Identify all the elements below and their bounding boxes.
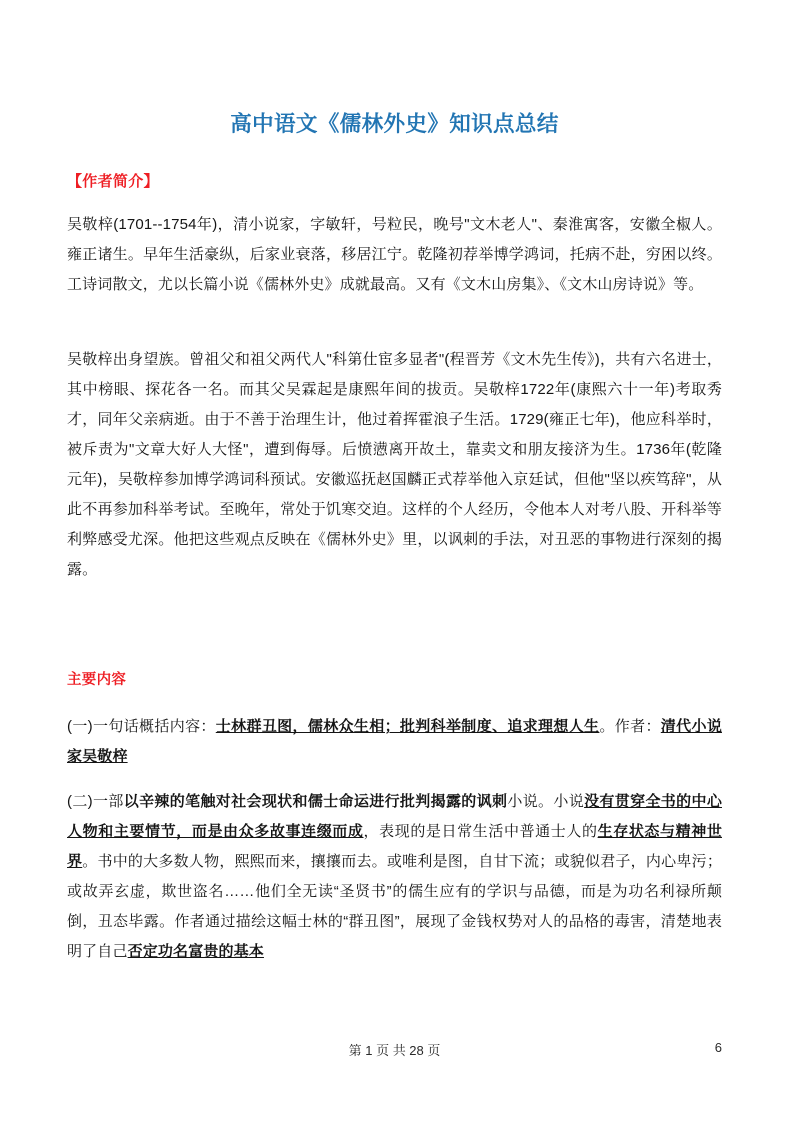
page-footer <box>67 1040 722 1060</box>
item-1-middle: 。作者： <box>599 718 661 735</box>
item-2-text-2: ，表现的是日常生活中普通士人的 <box>363 823 598 840</box>
item-2-text-3: 。书中的大多数人物，熙熙而来，攘攘而去。或唯利是图，自甘下流；或貌似君子，内心卑污；或故弄玄虚，欺世盗名……他们全无读“圣贤书”的儒生应有的学识与品德，而是为功名利禄所颠倒，丑态毕露。作者通过描绘这幅士林的“群丑图”，展现了金钱权势对人的品格的毒害，清楚地表明了自己 <box>67 853 722 960</box>
section-heading-main-content: 主要内容 <box>67 672 127 688</box>
footer-page-indicator: 第 1 页 共 28 页 <box>348 1043 441 1058</box>
author-paragraph-2: 吴敬梓出身望族。曾祖父和祖父两代人"科第仕宦多显者"(程晋芳《文木先生传》)，共有六名进士，其中榜眼、探花各一名。而其父吴霖起是康熙年间的拔贡。吴敬梓1722年(康熙六十一年)考取秀才，同年父亲病逝。由于不善于治理生计，他过着挥霍浪子生活。1729(雍正七年)，他应科举时，被斥责为"文章大好人大怪"，遭到侮辱。后愤懑离开故土，靠卖文和朋友接济为生。1736年(乾隆元年)，吴敬梓参加博学鸿词科预试。安徽巡抚赵国麟正式荐举他入京廷试，但他"坚以疾笃辞"，从此不再参加科举考试。至晚年，常处于饥寒交迫。这样的个人经历，令他本人对考八股、开科举等利弊感受尤深。他把这些观点反映在《儒林外史》里，以讽刺的手法，对丑恶的事物进行深刻的揭露。 <box>67 351 722 578</box>
page-title: 高中语文《儒林外史》知识点总结 <box>230 112 559 136</box>
item-2-bold-1: 以辛辣的笔触对社会现状和儒士命运进行批判揭露的讽刺 <box>123 793 508 810</box>
item-2-emphasis-3: 否定功名富贵的基本 <box>127 943 264 960</box>
main-content-item-2 <box>67 787 722 967</box>
item-1-prefix: (一)一句话概括内容： <box>67 718 216 735</box>
item-2-prefix: (二)一部 <box>67 793 124 810</box>
section-heading-author-intro: 【作者简介】 <box>67 173 159 190</box>
item-2-emphasis-2: 生存状态与精神世界 <box>67 823 722 870</box>
item-1-emphasis-1: 士林群丑图，儒林众生相；批判科举制度、追求理想人生 <box>215 718 600 735</box>
item-2-text-1: 小说。小说 <box>507 793 585 810</box>
footer-page-number: 6 <box>714 1040 722 1055</box>
author-paragraph-1: 吴敬梓(1701--1754年)，清小说家，字敏轩，号粒民，晚号"文木老人"、秦淮寓客，安徽全椒人。雍正诸生。早年生活豪纵，后家业衰落，移居江宁。乾隆初荐举博学鸿词，托病不赴，穷困以终。工诗词散文，尤以长篇小说《儒林外史》成就最高。又有《文木山房集》、《文木山房诗说》等。 <box>67 216 722 293</box>
item-2-emphasis-1: 没有贯穿全书的中心人物和主要情节，而是由众多故事连缀而成 <box>67 793 722 840</box>
main-content-item-1 <box>67 712 722 772</box>
item-1-emphasis-2: 清代小说家吴敬梓 <box>67 718 722 765</box>
